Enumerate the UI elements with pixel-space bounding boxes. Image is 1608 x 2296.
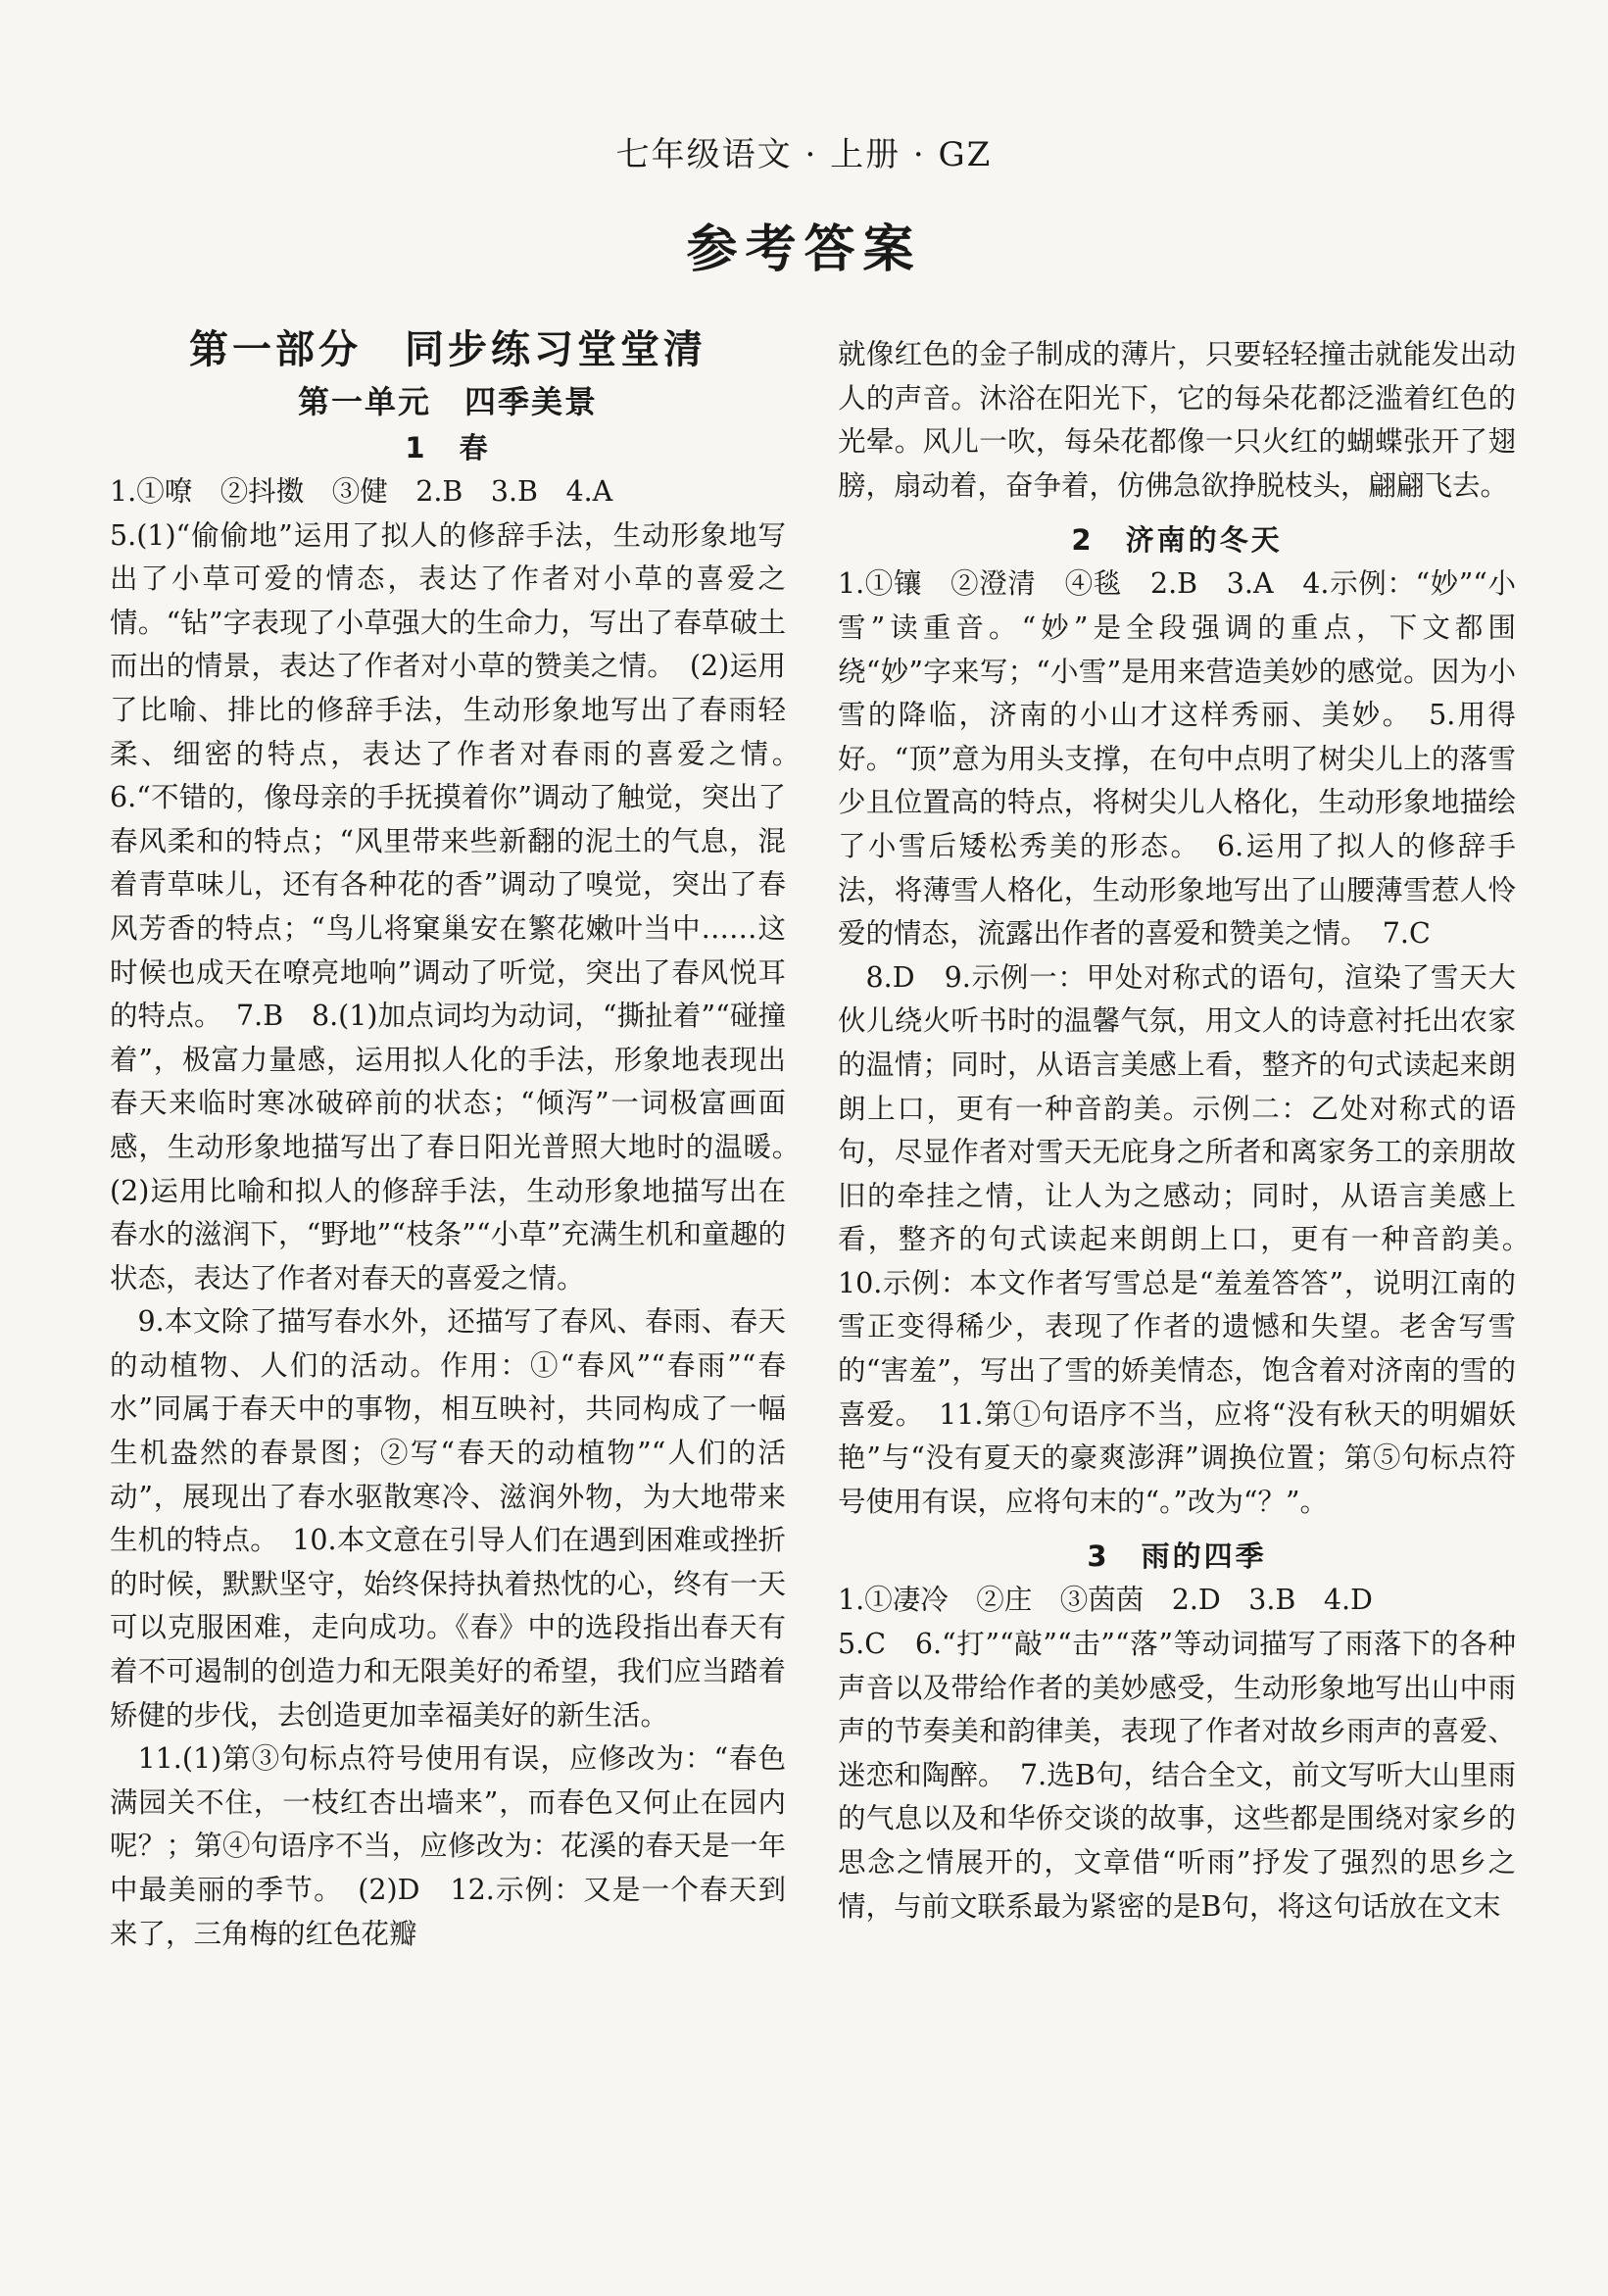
page-title: 参考答案: [686, 220, 922, 279]
unit-title: 第一单元 四季美景: [297, 383, 598, 420]
answer-paragraph: 8.D 9.示例一：甲处对称式的语句，渲染了雪天大伙儿绕火听书时的温馨气氛，用文人的诗意衬托出农家的温情；同时，从语言美感上看，整齐的句式读起来朗朗上口，更有一种音韵美。示例二：乙处对称式的语句，尽显作者对雪天无庇身之所者和离家务工的亲朋故旧的牵挂之情，让人为之感动；同时，从语言美感上看，整齐的句式读起来朗朗上口，更有一种音韵美。 10.示例：本文作者写雪总是“羞羞答答”，说明江南的雪正变得稀少，表现了作者的遗憾和失望。老舍写雪的“害羞”，写出了雪的娇美情态，饱含着对济南的雪的喜爱。 11.第①句语序不当，应将“没有秋天的明媚妖艳”与“没有夏天的豪爽澎湃”调换位置；第⑤句标点符号使用有误，应将句末的“。”改为“？”。: [838, 960, 1544, 1518]
answer-paragraph: 9.本文除了描写春水外，还描写了春风、春雨、春天的动植物、人们的活动。作用：①“春风”“春雨”“春水”同属于春天中的事物，相互映衬，共同构成了一幅生机盎然的春景图；②写“春天的动植物”“人们的活动”，展现出了春水驱散寒冷、滋润外物，为大地带来生机的特点。 10.本文意在引导人们在遇到困难或挫折的时候，默默坚守，始终保持执着热忱的心，终有一天可以克服困难，走向成功。《春》中的选段指出春天有着不可遏制的创造力和无限美好的希望，我们应当踏着矫健的步伐，去创造更加幸福美好的新生活。: [110, 1305, 786, 1732]
answer-paragraph: 5.(1)“偷偷地”运用了拟人的修辞手法，生动形象地写出了小草可爱的情态，表达了作者对小草的喜爱之情。“钻”字表现了小草强大的生命力，写出了春草破土而出的情景，表达了作者对小草的赞美之情。 (2)运用了比喻、排比的修辞手法，生动形象地写出了春雨轻柔、细密的特点，表达了作者对春雨的喜爱之情。 6.“不错的，像母亲的手抚摸着你”调动了触觉，突出了春风柔和的特点；“风里带来些新翻的泥土的气息，混着青草味儿，还有各种花的香”调动了嗅觉，突出了春风芳香的特点；“鸟儿将窠巢安在繁花嫩叶当中……这时候也成天在嘹亮地响”调动了听觉，突出了春风悦耳的特点。 7.B 8.(1)加点词均为动词，“撕扯着”“碰撞着”，极富力量感，运用拟人化的手法，形象地表现出春天来临时寒冰破碎前的状态；“倾泻”一词极富画面感，生动形象地描写出了春日阳光普照大地时的温暖。 (2)运用比喻和拟人的修辞手法，生动形象地描写出在春水的滋润下，“野地”“枝条”“小草”充满生机和童趣的状态，表达了作者对春天的喜爱之情。: [110, 518, 814, 1295]
answer-paragraph: 就像红色的金子制成的薄片，只要轻轻撞击就能发出动人的声音。沐浴在阳光下，它的每朵花都泛滥着红色的光晕。风儿一吹，每朵花都像一只火红的蝴蝶张开了翅膀，扇动着，奋争着，仿佛急欲挣脱枝头，翩翩飞去。: [838, 338, 1516, 502]
left-column: [110, 323, 814, 1956]
answer-paragraph: 1.①镶 ②澄清 ④毯 2.B 3.A 4.示例：“妙”“小雪”读重音。“妙”是全段强调的重点，下文都围绕“妙”字来写；“小雪”是用来营造美妙的感觉。因为小雪的降临，济南的小山才这样秀丽、美妙。 5.用得好。“顶”意为用头支撑，在句中点明了树尖儿上的落雪少且位置高的特点，将树尖儿人格化，生动形象地描绘了小雪后矮松秀美的形态。 6.运用了拟人的修辞手法，将薄雪人格化，生动形象地写出了山腰薄雪惹人怜爱的情态，流露出作者的喜爱和赞美之情。 7.C: [838, 567, 1516, 951]
lesson-title-2: 2 济南的冬天: [1071, 523, 1283, 558]
running-head: 七年级语文 · 上册 · GZ: [615, 135, 993, 174]
right-column: [838, 333, 1544, 1929]
lesson-title-1: 1 春: [405, 431, 491, 464]
part-title: 第一部分 同步练习堂堂清: [189, 327, 707, 372]
answer-paragraph: 5.C 6.“打”“敲”“击”“落”等动词描写了雨落下的各种声音以及带给作者的美妙感受，生动形象地写出山中雨声的节奏美和韵律美，表现了作者对故乡雨声的喜爱、迷恋和陶醉。 7.选B句，结合全文，前文写听大山里雨的气息以及和华侨交谈的故事，这些都是围绕对家乡的思念之情展开的，文章借“听雨”抒发了强烈的思乡之情，与前文联系最为紧密的是B句，将这句话放在文末: [838, 1628, 1516, 1923]
answer-paragraph: 11.(1)第③句标点符号使用有误，应修改为：“春色满园关不住，一枝红杏出墙来”，而春色又何止在园内呢？；第④句语序不当，应修改为：花溪的春天是一年中最美丽的季节。 (2)D 12.示例：又是一个春天到来了，三角梅的红色花瓣: [110, 1742, 786, 1950]
answer-paragraph: 1.①嘹 ②抖擞 ③健 2.B 3.B 4.A: [110, 475, 613, 508]
lesson-title-3: 3 雨的四季: [1087, 1539, 1267, 1574]
answer-paragraph: 1.①凄冷 ②庄 ③茵茵 2.D 3.B 4.D: [838, 1584, 1373, 1617]
